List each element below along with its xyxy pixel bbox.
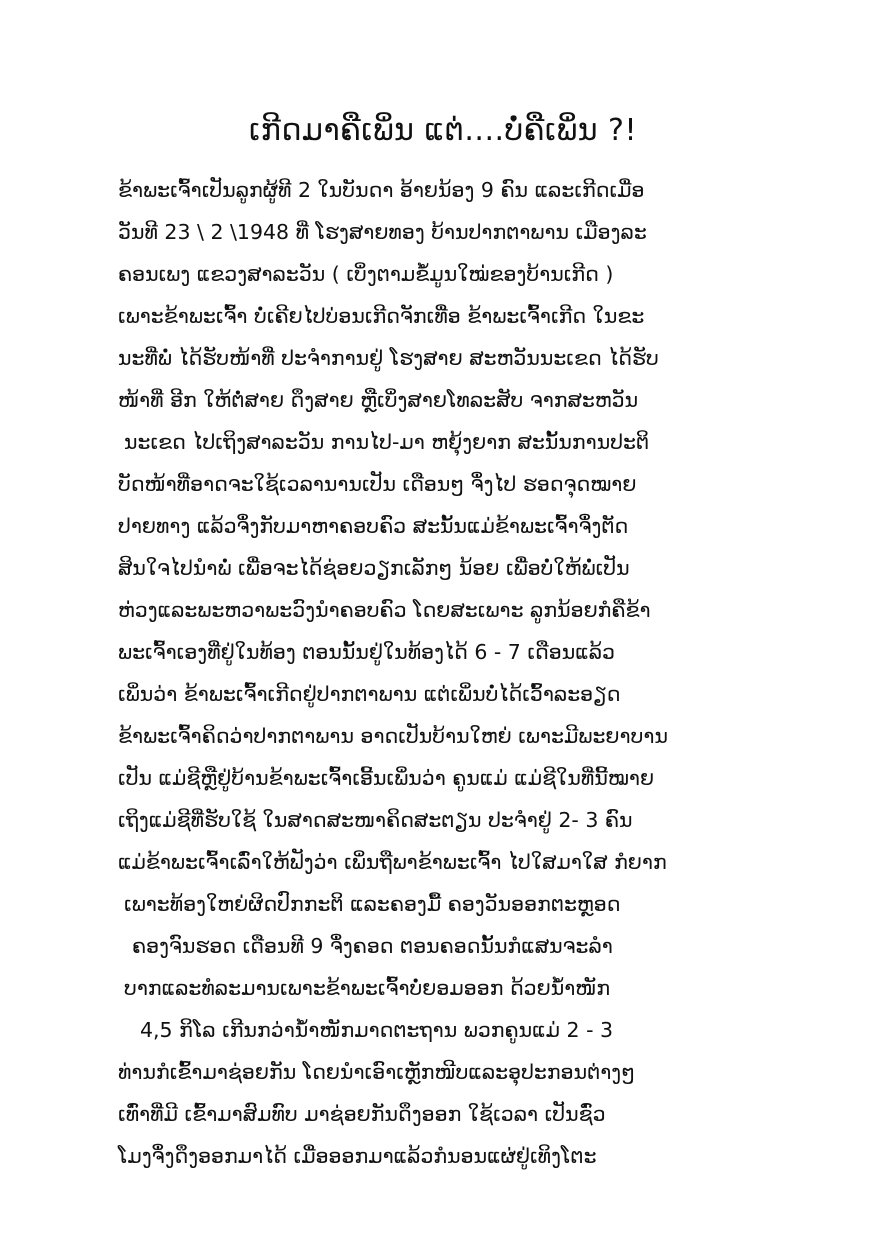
text-line: ສິນໃຈໄປນຳພໍ່ ເພື່ອຈະໄດ້ຊ່ອຍວຽກເລັກໆ ນ້ອຍ ເພື່ອບໍ່ໃຫ້ພໍ່ເປັນ [118,556,630,580]
text-line: ບັດໜ້າທີ່ອາດຈະໃຊ້ເວລານານເປັນ ເດືອນໆ ຈຶ່ງໄປ ຮອດຈຸດໝາຍ [118,472,637,496]
page-title: ເກີດມາຄືເພິ່ນ ແຕ່....ບໍ່ຄືເພິ່ນ ?! [248,113,638,148]
text-line: ນະເຂດ ໄປເຖິງສາລະວັນ ການໄປ-ມາ ຫຍຸ້ງຍາກ ສະນັ້ນການປະຕິ [124,430,650,454]
text-line: ປາຍທາງ ແລ້ວຈຶ່ງກັບມາຫາຄອບຄົວ ສະນັ້ນແມ່ຂ້າພະເຈົ້າຈຶ່ງຕັດ [118,514,629,538]
text-line: ເພິ່ນວ່າ ຂ້າພະເຈົ້າເກີດຢູ່ປາກຕາພານ ແຕ່ເພິ່ນບໍ່ໄດ້ເວົ້າລະອຽດ [118,682,621,706]
text-line: ເພາະທ້ອງໃຫຍ່ຜິດປົກກະຕິ ແລະຄອງມື້ ຄອງວັນອອກຕະຫຼອດ [124,892,621,916]
text-line: ເຖິງແມ່ຊີທີ່ຮັບໃຊ້ ໃນສາດສະໜາຄິດສະຕຽນ ປະຈຳຢູ່ 2- 3 ຄົນ [118,808,633,832]
text-line: ໜ້າທີ່ ອີກ ໃຫ້ຕໍ່ສາຍ ດຶງສາຍ ຫຼືເບິ່ງສາຍໂທລະສັບ ຈາກສະຫວັນ [118,388,639,412]
text-line: ໂມງຈຶ່ງດຶງອອກມາໄດ້ ເມື່ອອອກມາແລ້ວກໍນອນແຜ່ຢູ່ເທິງໂຕະ [118,1144,597,1168]
text-line: ຂ້າພະເຈົ້າເປັນລູກຜູ້ທີ 2 ໃນບັນດາ ອ້າຍນ້ອງ 9 ຄົນ ແລະເກີດເມື່ອ [118,178,645,202]
text-line: ນະທີ່ພໍ່ ໄດ້ຮັບໜ້າທີ່ ປະຈຳການຢູ່ ໂຮງສາຍ ສະຫວັນນະເຂດ ໄດ້ຮັບ [118,346,659,370]
text-line: ເທົ່າທີ່ມີ ເຂົ້າມາສົມທົບ ມາຊ່ອຍກັນດຶງອອກ ໃຊ້ເວລາ ເປັນຊົ່ວ [118,1102,606,1126]
text-line: ເປັນ ແມ່ຊີຫຼືຢູ່ບ້ານຂ້າພະເຈົ້າເອີ້ນເພິ່ນວ່າ ຄູນແມ່ ແມ່ຊີໃນທີ່ນີ້ໝາຍ [118,766,655,790]
text-line: ພະເຈົ້າເອງທີ່ຢູ່ໃນທ້ອງ ຕອນນັ້ນຢູ່ໃນທ້ອງໄດ້ 6 - 7 ເດືອນແລ້ວ [118,640,615,664]
text-line: ວັນທີ 23 \ 2 \1948 ທີ່ ໂຮງສາຍທອງ ບ້ານປາກຕາພານ ເມືອງລະ [118,220,647,244]
text-line: ບາກແລະທໍລະມານເພາະຂ້າພະເຈົ້າບໍ່ຍອມອອກ ດ້ວຍນ້ຳໜັກ [124,976,611,1000]
text-line: ຂ້າພະເຈົ້າຄິດວ່າປາກຕາພານ ອາດເປັນບ້ານໃຫຍ່ ເພາະມີພະຍາບານ [118,724,668,748]
text-line: ເພາະຂ້າພະເຈົ້າ ບໍ່ເຄີຍໄປບ່ອນເກີດຈັກເທື່ອ ຂ້າພະເຈົ້າເກີດ ໃນຂະ [118,304,645,328]
text-line: ຄອງຈົນຮອດ ເດືອນທີ 9 ຈຶ່ງຄອດ ຕອນຄອດນັ້ນກໍແສນຈະລຳ [132,934,613,958]
text-line: ທ່ານກໍເຂົ້າມາຊ່ອຍກັນ ໂດຍນຳເອົາເຫຼັກໜີບແລະອຸປະກອນຕ່າງໆ [118,1060,636,1084]
text-line: ແມ່ຂ້າພະເຈົ້າເລົ່າໃຫ້ຟັງວ່າ ເພິ່ນຖືພາຂ້າພະເຈົ້າ ໄປໃສມາໃສ ກໍຍາກ [118,850,667,874]
text-line: 4,5 ກິໂລ ເກີນກວ່ານ້ຳໜັກມາດຕະຖານ ພວກຄູນແມ່ 2 - 3 [140,1018,614,1042]
text-line: ຫ່ວງແລະພະຫວາພະວົງນຳຄອບຄົວ ໂດຍສະເພາະ ລູກນ້ອຍກໍຄືຂ້າ [118,598,651,622]
text-line: ຄອນເພງ ແຂວງສາລະວັນ ( ເບິ່ງຕາມຂໍ້ມູນໃໝ່ຂອງບ້ານເກີດ ) [118,262,614,286]
